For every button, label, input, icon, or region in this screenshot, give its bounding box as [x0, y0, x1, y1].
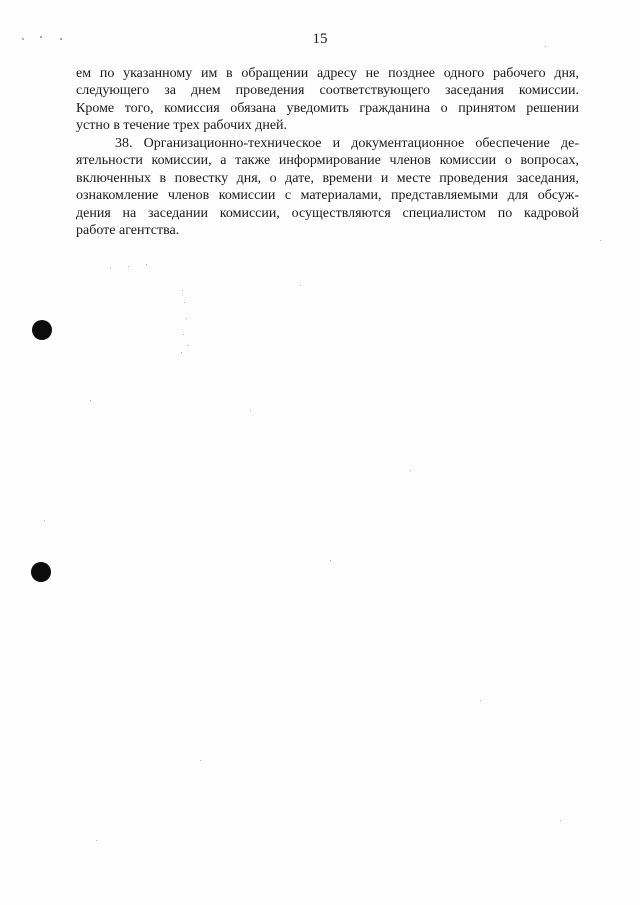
scan-speck: [545, 46, 546, 47]
scan-speck: [110, 268, 111, 269]
punch-hole-mark: [32, 320, 52, 340]
text-line: Кроме того, комиссия обязана уведомить гражданина о принятом решении: [76, 100, 579, 116]
scan-speck: [600, 240, 601, 241]
scan-speck: [184, 302, 185, 303]
scan-speck: [560, 820, 561, 821]
paragraph-continued: [76, 65, 579, 135]
text-line: ем по указанному им в обращении адресу не позднее одного рабочего дня,: [76, 66, 579, 81]
text-line: ятельности комиссии, а также информирование членов комиссии о вопросах,: [76, 153, 579, 169]
scan-speck: [96, 840, 97, 841]
scan-speck: [128, 266, 129, 267]
scan-speck: [300, 285, 301, 286]
punch-hole-mark: [31, 562, 51, 582]
scan-speck: [146, 264, 147, 265]
scan-speck: [330, 560, 331, 561]
paragraph-item-38: [76, 135, 579, 239]
scan-speck: [90, 400, 91, 401]
scan-speck: [40, 36, 42, 38]
scan-speck: [183, 334, 184, 335]
text-line: дения на заседании комиссии, осуществляются специалистом по кадровой: [76, 205, 579, 221]
text-line: 38. Организационно-техническое и документационное обеспечение де-: [115, 136, 579, 151]
scan-speck: [187, 345, 188, 346]
scan-speck: [22, 38, 24, 40]
scan-speck: [44, 520, 45, 521]
text-line: включенных в повестку дня, о дате, времени и месте проведения заседания,: [76, 170, 579, 186]
scan-speck: [182, 290, 183, 291]
scan-speck: [250, 410, 251, 411]
text-line: ознакомление членов комиссии с материалами, представляемыми для обсуж-: [76, 188, 579, 204]
scan-speck: [186, 318, 187, 319]
text-line: следующего за днем проведения соответствующего заседания комиссии.: [76, 83, 579, 99]
scan-speck: [410, 470, 411, 471]
text-line: работе агентства.: [76, 223, 180, 239]
scan-speck: [200, 760, 201, 761]
scan-speck: [60, 38, 62, 40]
scan-speck: [181, 352, 182, 353]
text-line: устно в течение трех рабочих дней.: [76, 118, 288, 134]
page-number: 15: [312, 31, 328, 47]
scan-speck: [480, 700, 481, 701]
